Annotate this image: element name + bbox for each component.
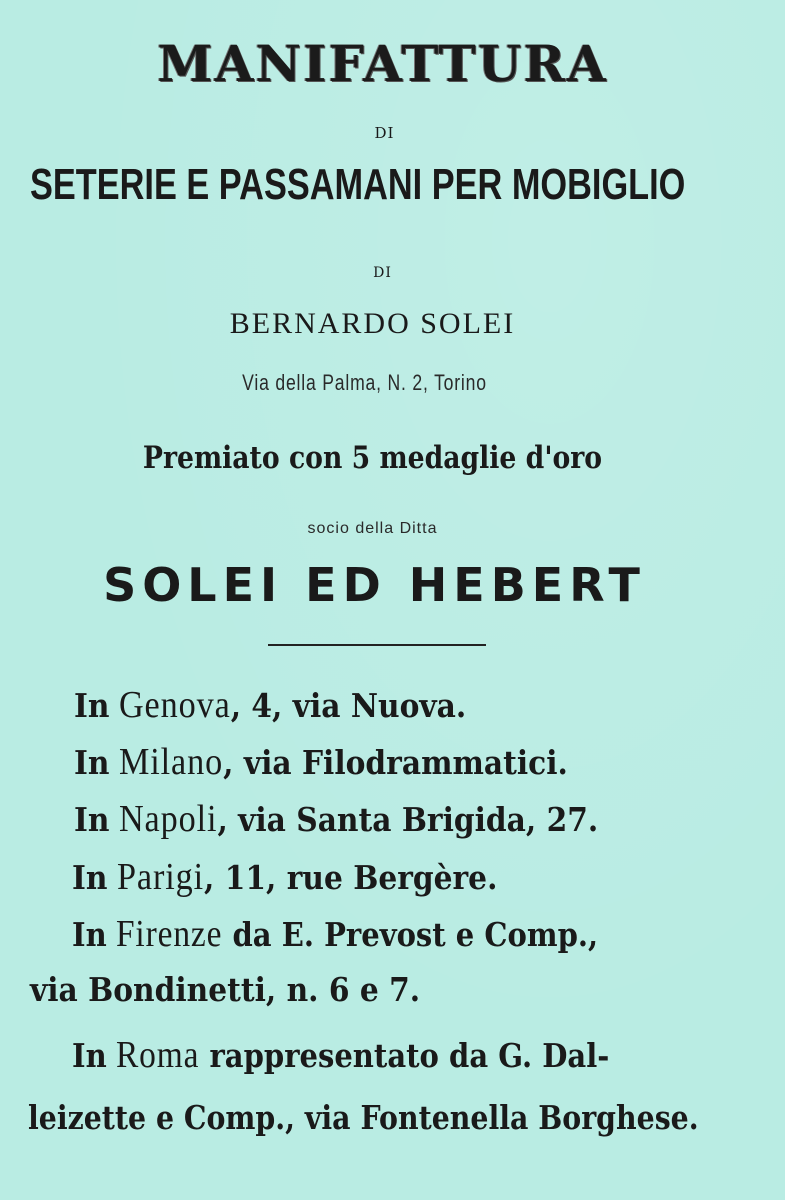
firm-name: SOLEI ED HEBERT xyxy=(103,558,646,612)
location-prefix: In xyxy=(74,686,110,725)
location-line xyxy=(72,855,497,899)
location-city: Roma xyxy=(115,1034,200,1076)
owner-address: Via della Palma, N. 2, Torino xyxy=(242,370,487,395)
location-detail: da E. Prevost e Comp., xyxy=(222,915,599,954)
location-line-continuation xyxy=(30,970,420,1009)
partner-note: socio della Ditta xyxy=(307,520,438,537)
title-manifattura: MANIFATTURA xyxy=(157,34,608,93)
divider-rule xyxy=(268,644,486,646)
location-detail: , 4, via Nuova. xyxy=(230,686,467,725)
location-detail: , via Filodrammatici. xyxy=(223,743,568,782)
location-detail: leizette e Comp., via Fontenella Borghese. xyxy=(28,1098,699,1137)
owner-name: BERNARDO SOLEI xyxy=(229,307,516,340)
location-detail: via Bondinetti, n. 6 e 7. xyxy=(30,970,421,1009)
location-detail: rappresentato da G. Dal- xyxy=(199,1036,610,1075)
location-detail: , 11, rue Bergère. xyxy=(204,858,498,897)
location-city: Firenze xyxy=(115,913,223,955)
award-line: Premiato con 5 medaglie d'oro xyxy=(142,440,603,476)
location-line xyxy=(74,683,466,727)
location-city: Parigi xyxy=(116,856,205,898)
location-line-continuation xyxy=(28,1098,699,1137)
location-line xyxy=(74,740,568,784)
location-line xyxy=(72,1033,609,1077)
location-city: Genova xyxy=(118,684,231,726)
location-line xyxy=(72,912,598,956)
location-prefix: In xyxy=(72,915,107,954)
location-prefix: In xyxy=(72,1036,107,1075)
location-detail: , via Santa Brigida, 27. xyxy=(217,800,599,839)
location-prefix: In xyxy=(74,800,110,839)
location-prefix: In xyxy=(74,743,110,782)
location-city: Napoli xyxy=(118,798,218,840)
subject-heading: SETERIE E PASSAMANI PER MOBIGLIO xyxy=(30,160,686,209)
location-prefix: In xyxy=(72,858,108,897)
location-line xyxy=(74,797,598,841)
connector-di-2: DI xyxy=(373,265,392,281)
connector-di-1: DI xyxy=(374,124,395,142)
location-city: Milano xyxy=(118,741,224,783)
